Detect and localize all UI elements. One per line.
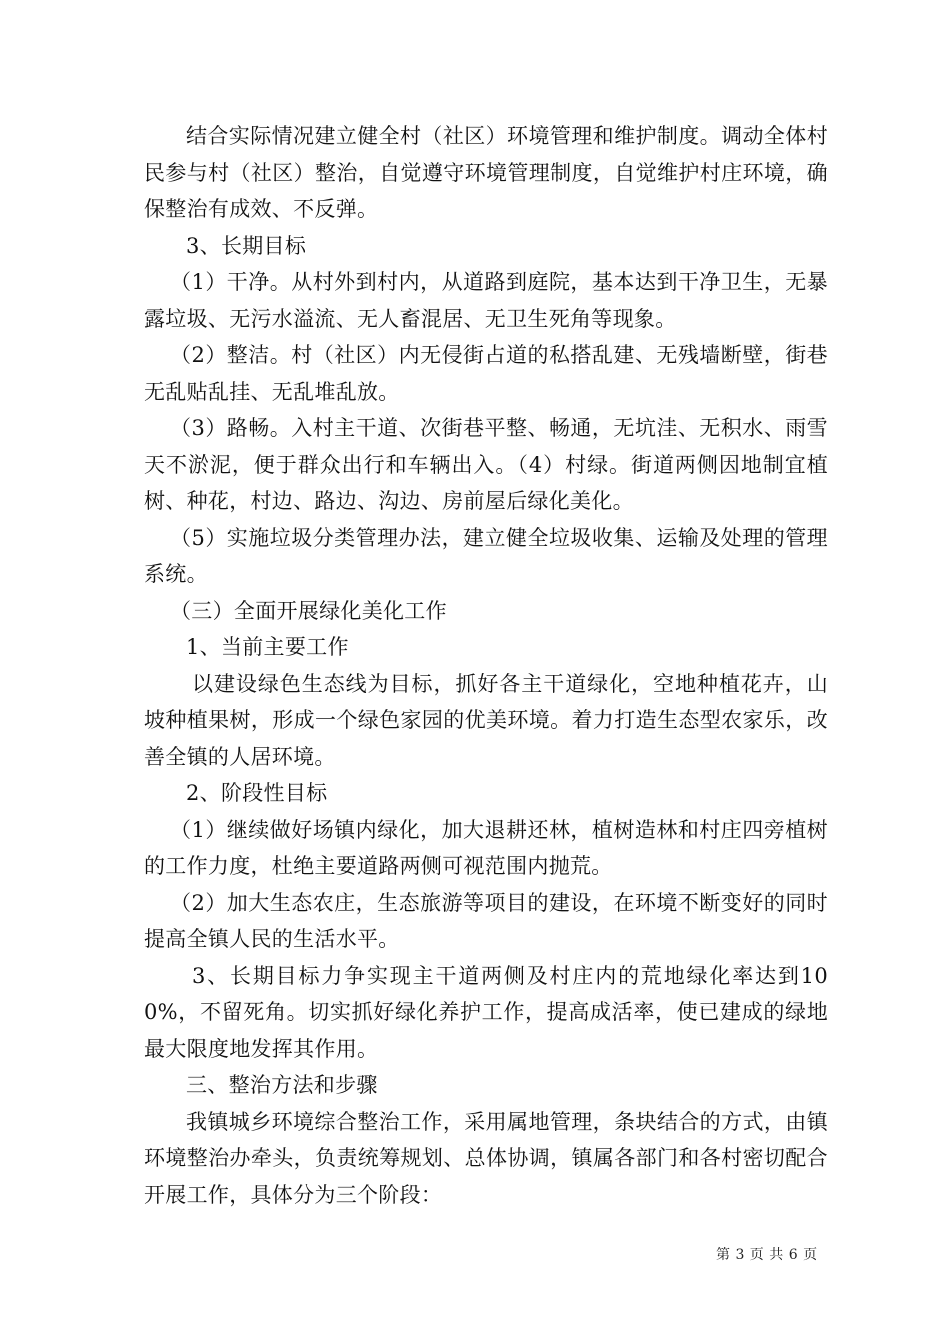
paragraph-management-system: 结合实际情况建立健全村（社区）环境管理和维护制度。调动全体村民参与村（社区）整治，自觉遵守环境管理制度，自觉维护村庄环境，确保整治有成效、不反弹。 — [144, 124, 828, 221]
paragraph-goal-clean: （1）干净。从村外到村内，从道路到庭院，基本达到干净卫生，无暴露垃圾、无污水溢流、无人畜混居、无卫生死角等现象。 — [144, 270, 828, 331]
heading-long-term-goals: 3、长期目标 — [186, 233, 307, 258]
heading-methods-steps: 三、整治方法和步骤 — [186, 1073, 378, 1097]
heading-current-work: 1、当前主要工作 — [186, 635, 349, 659]
heading-greening-work: （三）全面开展绿化美化工作 — [170, 598, 447, 623]
document-body — [144, 118, 828, 1213]
paragraph-methods: 我镇城乡环境综合整治工作，采用属地管理，条块结合的方式，由镇环境整治办牵头，负责统筹规划、总体协调，镇属各部门和各村密切配合开展工作，具体分为三个阶段： — [144, 1109, 828, 1207]
paragraph-goal-garbage: （5）实施垃圾分类管理办法，建立健全垃圾收集、运输及处理的管理系统。 — [144, 525, 828, 586]
paragraph-goal-roads-green: （3）路畅。入村主干道、次街巷平整、畅通，无坑洼、无积水、雨雪天不淤泥，便于群众出行和车辆出入。（4）村绿。街道两侧因地制宜植树、种花，村边、路边、沟边、房前屋后绿化美化。 — [144, 416, 828, 513]
heading-phase-goals: 2、阶段性目标 — [186, 781, 328, 805]
paragraph-goal-tidy: （2）整洁。村（社区）内无侵街占道的私搭乱建、无残墙断壁，街巷无乱贴乱挂、无乱堆乱放。 — [144, 343, 828, 404]
paragraph-phase-goal-2: （2）加大生态农庄，生态旅游等项目的建设，在环境不断变好的同时提高全镇人民的生活水平。 — [144, 890, 828, 951]
paragraph-long-term-greening: 3、长期目标力争实现主干道两侧及村庄内的荒地绿化率达到100%，不留死角。切实抓好绿化养护工作，提高成活率，使已建成的绿地最大限度地发挥其作用。 — [144, 963, 828, 1061]
page-number: 第 3 页 共 6 页 — [716, 1247, 818, 1263]
paragraph-current-work: 以建设绿色生态线为目标，抓好各主干道绿化，空地种植花卉，山坡种植果树，形成一个绿色家园的优美环境。着力打造生态型农家乐，改善全镇的人居环境。 — [144, 671, 828, 769]
paragraph-phase-goal-1: （1）继续做好场镇内绿化，加大退耕还林，植树造林和村庄四旁植树的工作力度，杜绝主要道路两侧可视范围内抛荒。 — [144, 817, 828, 878]
